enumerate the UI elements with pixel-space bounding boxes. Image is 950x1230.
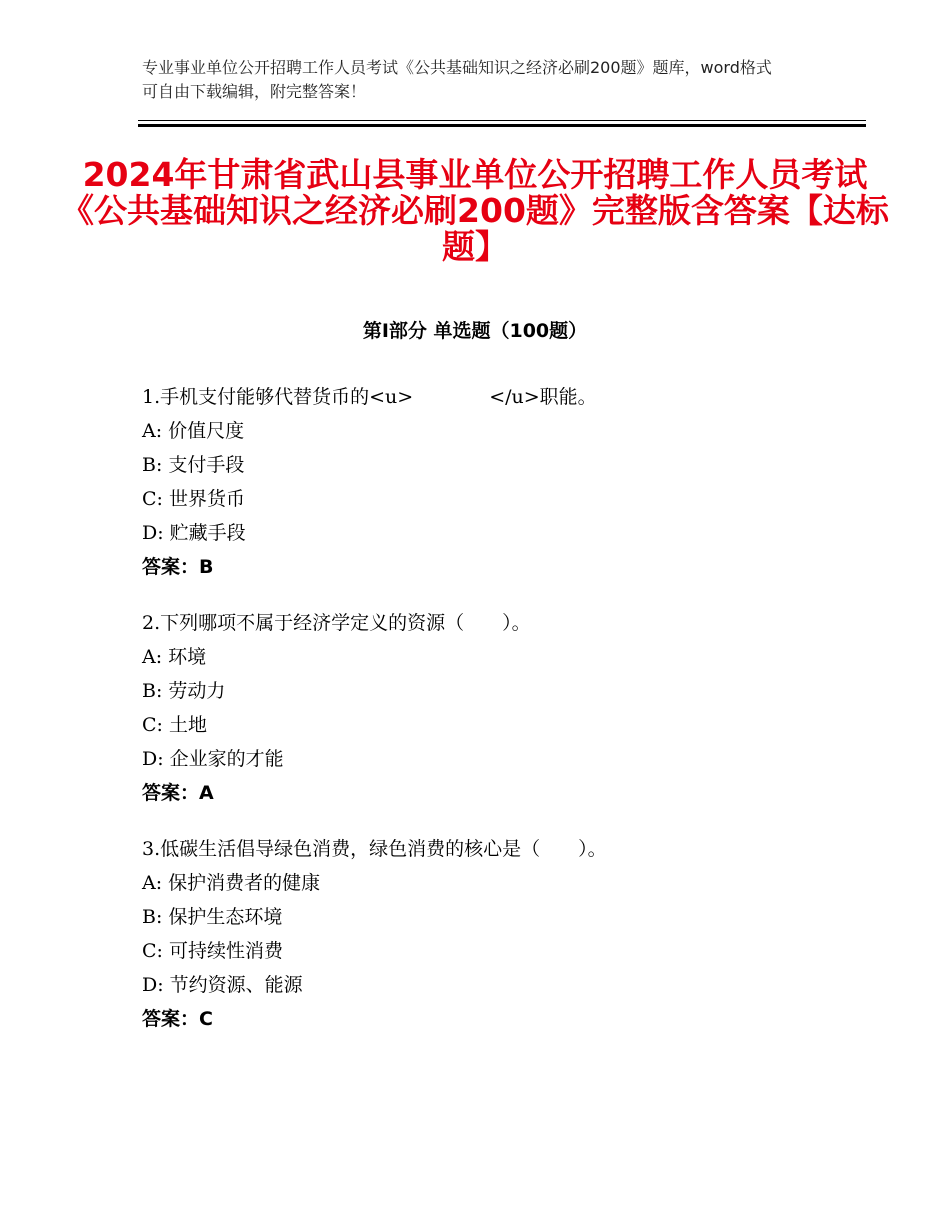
question-stem: 2.下列哪项不属于经济学定义的资源（ ）。 (142, 612, 531, 634)
option-d: D: 贮藏手段 (142, 522, 246, 544)
option-c: C: 土地 (142, 714, 207, 736)
answer: 答案：B (142, 556, 214, 578)
header-divider-thin (138, 120, 866, 121)
question-1 (142, 383, 862, 587)
document-title: 2024年甘肃省武山县事业单位公开招聘工作人员考试《公共基础知识之经济必刷200题》完整版含答案【达标题】 (61, 155, 889, 266)
option-a: A: 环境 (142, 646, 207, 668)
section-title: 第Ⅰ部分 单选题（100题） (362, 320, 588, 342)
option-a: A: 价值尺度 (142, 420, 245, 442)
option-d: D: 节约资源、能源 (142, 974, 303, 996)
question-list (142, 383, 862, 1061)
header-divider-thick (138, 124, 866, 127)
option-d: D: 企业家的才能 (142, 748, 284, 770)
question-stem: 1.手机支付能够代替货币的<u> </u>职能。 (142, 386, 597, 408)
option-b: B: 支付手段 (142, 454, 245, 476)
question-3 (142, 835, 862, 1039)
option-c: C: 可持续性消费 (142, 940, 283, 962)
option-b: B: 保护生态环境 (142, 906, 283, 928)
answer: 答案：A (142, 782, 214, 804)
header-note: 专业事业单位公开招聘工作人员考试《公共基础知识之经济必刷200题》题库，word格式可自由下载编辑，附完整答案！ (142, 58, 772, 101)
answer: 答案：C (142, 1008, 213, 1030)
option-a: A: 保护消费者的健康 (142, 872, 321, 894)
option-c: C: 世界货币 (142, 488, 245, 510)
question-2 (142, 609, 862, 813)
question-stem: 3.低碳生活倡导绿色消费，绿色消费的核心是（ ）。 (142, 838, 607, 860)
option-b: B: 劳动力 (142, 680, 226, 702)
